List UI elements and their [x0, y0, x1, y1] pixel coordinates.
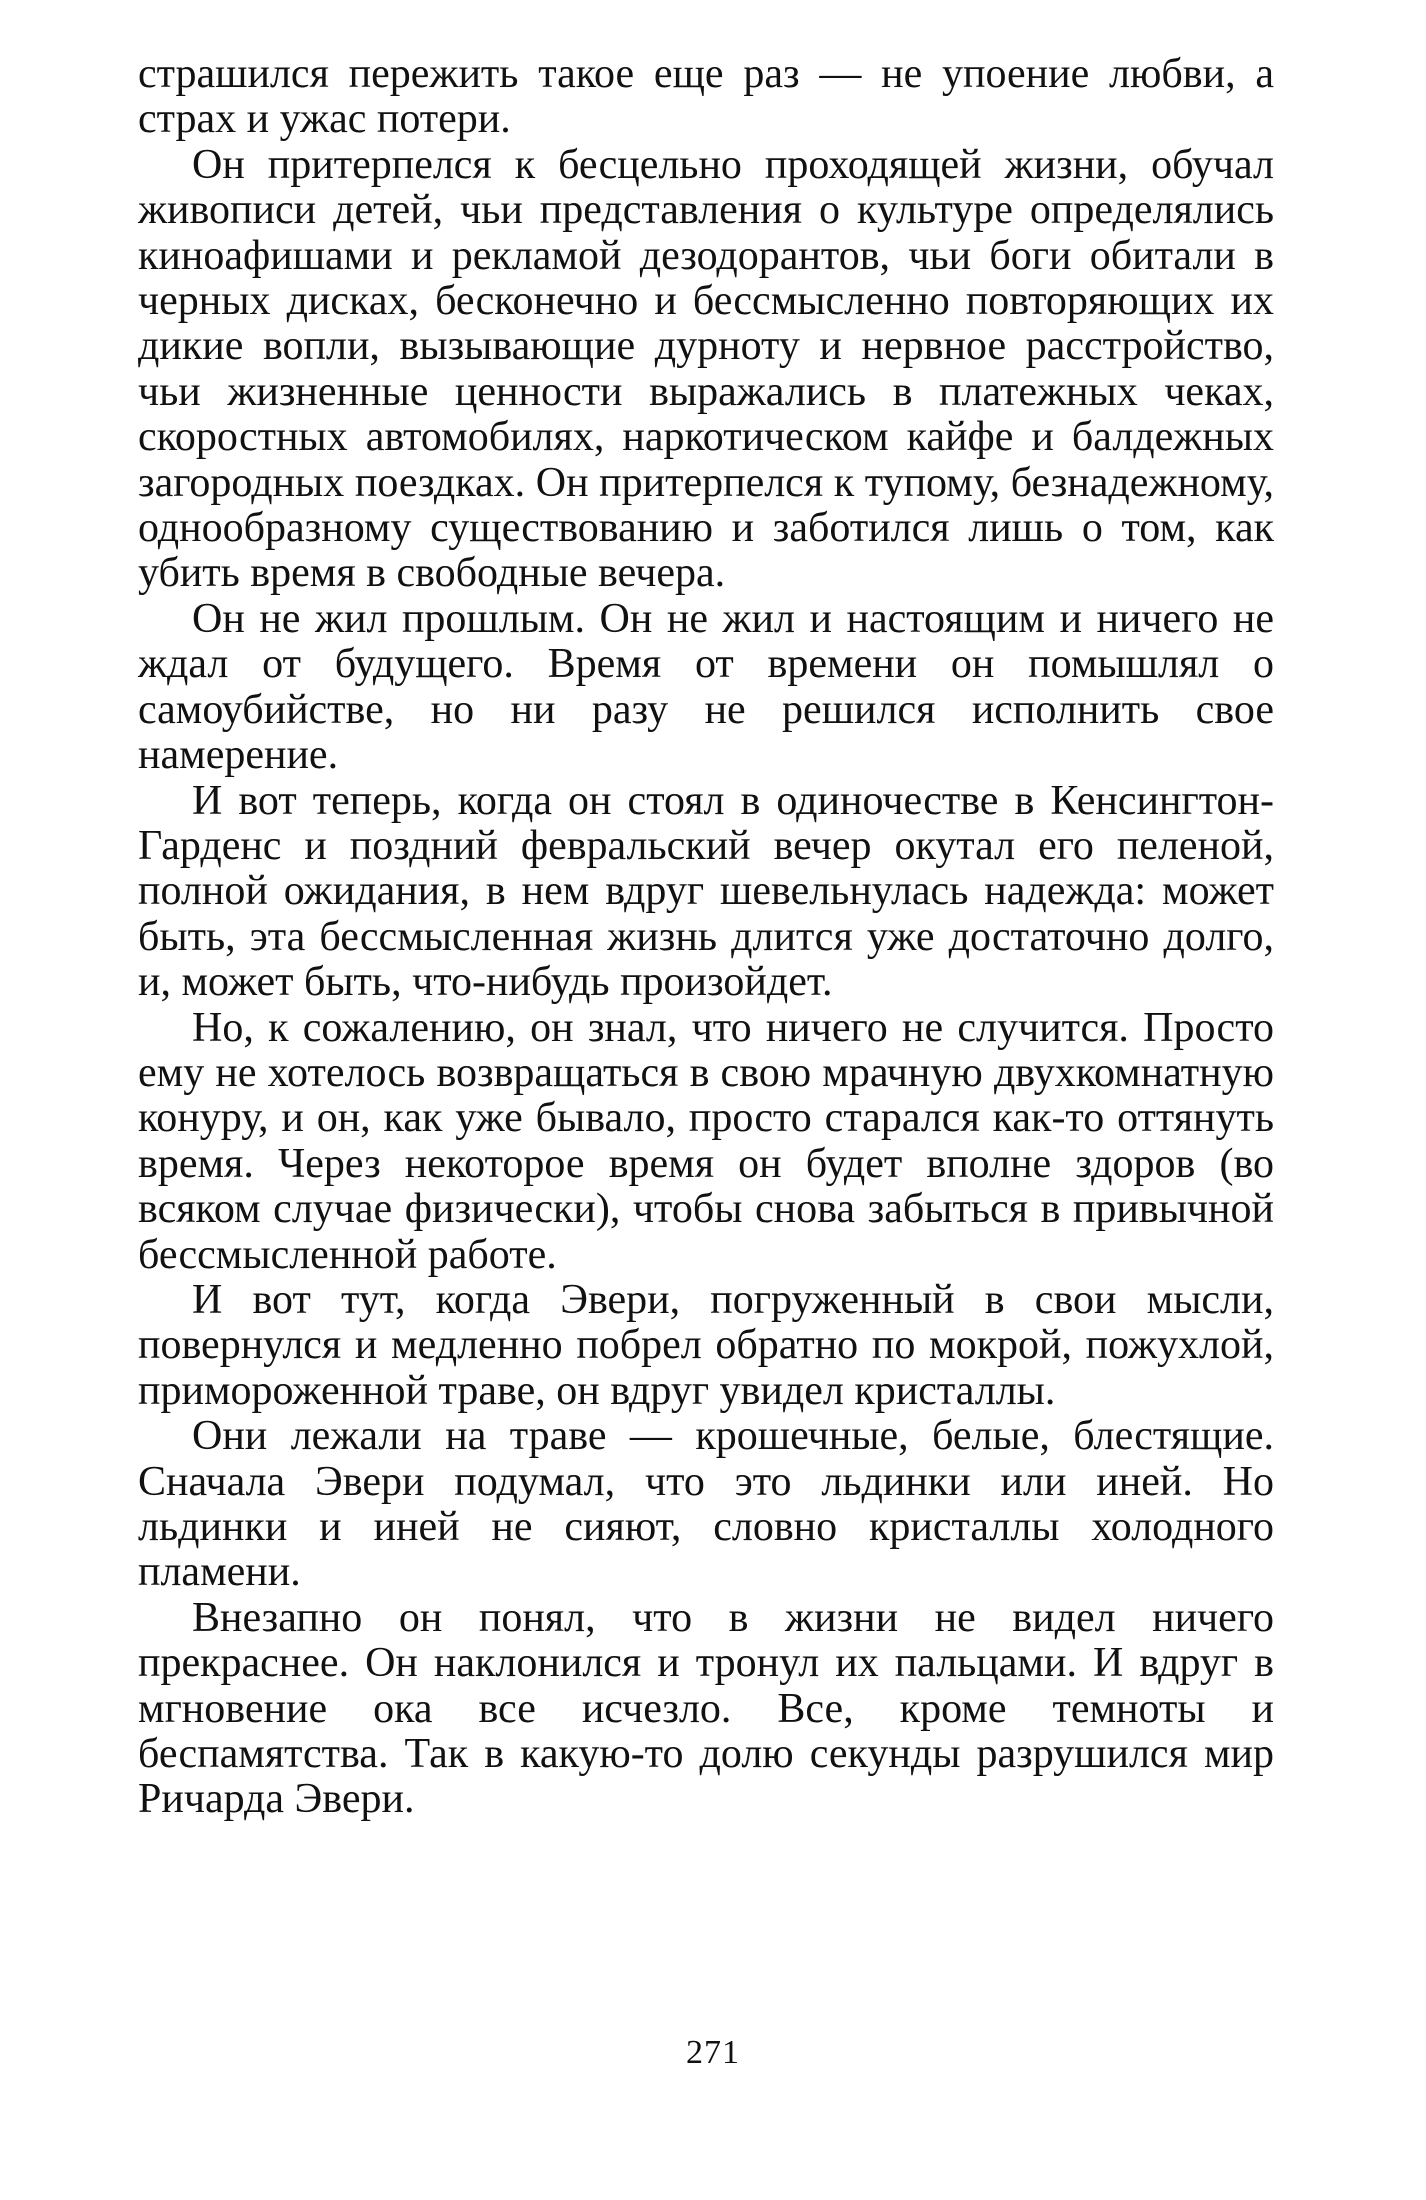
page-body [138, 52, 1274, 1823]
paragraph: Он не жил прошлым. Он не жил и настоящим и ничего не ждал от будущего. Время от времени он помышлял о самоубийстве, но ни разу не решился исполнить свое намерение. [138, 595, 1274, 779]
paragraph: Внезапно он понял, что в жизни не видел ничего прекраснее. Он наклонился и тронул их пальцами. И вдруг в мгновение ока все исчезло. Все, кроме темноты и беспамятства. Так в какую-то долю секунды разрушился мир Ричарда Эвери. [138, 1594, 1274, 1823]
paragraph: И вот теперь, когда он стоял в одиночестве в Кенсингтон-Гарденс и поздний февральский вечер окутал его пеленой, полной ожидания, в нем вдруг шевельнулась надежда: может быть, эта бессмысленная жизнь длится уже достаточно долго, и, может быть, что-нибудь произойдет. [138, 777, 1274, 1006]
paragraph: Они лежали на траве — крошечные, белые, блестящие. Сначала Эвери подумал, что это льдинки или иней. Но льдинки и иней не сияют, словно кристаллы холодного пламени. [138, 1413, 1274, 1596]
paragraph: И вот тут, когда Эвери, погруженный в свои мысли, повернулся и медленно побрел обратно по мокрой, пожухлой, примороженной траве, он вдруг увидел кристаллы. [138, 1276, 1274, 1414]
paragraph: страшился пережить такое еще раз — не упоение любви, а страх и ужас потери. [138, 51, 1274, 143]
text-block [138, 52, 1274, 1823]
page-number: 271 [686, 2034, 740, 2071]
paragraph: Но, к сожалению, он знал, что ничего не случится. Просто ему не хотелось возвращаться в свою мрачную двухкомнатную конуру, и он, как уже бывало, просто старался как-то оттянуть время. Через некоторое время он будет вполне здоров (во всяком случае физически), чтобы снова забыться в привычной бессмысленной работе. [138, 1004, 1274, 1278]
paragraph: Он притерпелся к бесцельно проходящей жизни, обучал живописи детей, чьи представления о культуре определялись киноафишами и рекламой дезодорантов, чьи боги обитали в черных дисках, бесконечно и бессмысленно повторяющих их дикие вопли, вызывающие дурноту и нервное расстройство, чьи жизненные ценности выражались в платежных чеках, скоростных автомобилях, наркотическом кайфе и балдежных загородных поездках. Он притерпелся к тупому, безнадежному, однообразному существованию и заботился лишь о том, как убить время в свободные вечера. [138, 141, 1274, 597]
